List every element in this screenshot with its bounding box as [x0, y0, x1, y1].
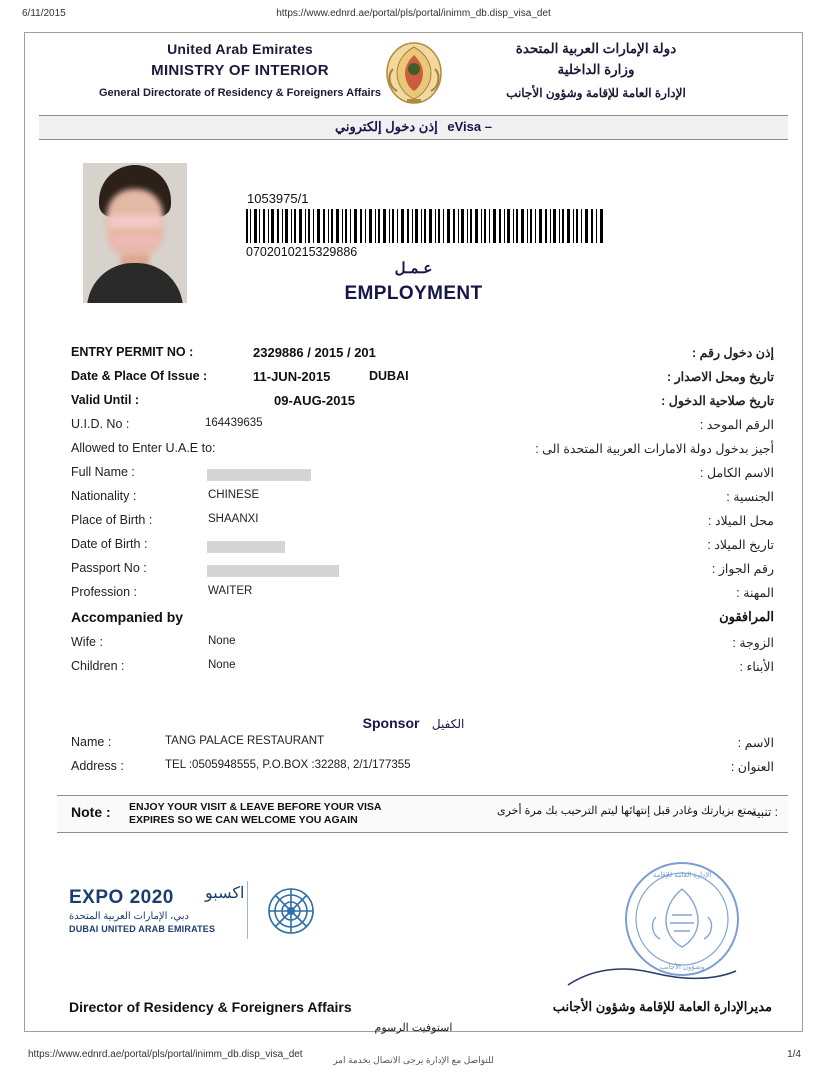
sponsor-heading: [25, 715, 802, 733]
field-row-date-place-issue: [25, 369, 802, 393]
barcode-number: 0702010215329886: [246, 245, 358, 259]
label-uid-no: U.I.D. No :: [71, 417, 130, 431]
header-english: [85, 41, 395, 99]
value-sponsor-address: TEL :0505948555, P.O.BOX :32288, 2/1/177355: [165, 759, 411, 771]
print-footer: [0, 1049, 827, 1065]
header-arabic: [436, 41, 756, 100]
contact-note: للتواصل مع الإدارة يرجى الاتصال بخدمة امر: [333, 1055, 494, 1065]
expo-divider: [247, 881, 248, 939]
value-nationality: CHINESE: [208, 489, 260, 501]
label-date-of-birth: Date of Birth :: [71, 537, 148, 551]
visa-details: [25, 345, 802, 683]
photo-redaction-1: [109, 215, 161, 228]
directorate-name-en: General Directorate of Residency & Foreigners Affairs: [98, 87, 381, 99]
field-row-children: [25, 659, 802, 683]
note-text-en-line1: ENJOY YOUR VISIT & LEAVE BEFORE YOUR VISA: [129, 801, 382, 813]
note-label-ar: تنبيه :: [750, 805, 778, 819]
barcode-icon: [244, 209, 606, 243]
label-ar-entry-permit-no: إذن دخول رقم :: [692, 346, 774, 360]
redacted-date-of-birth: [207, 541, 285, 553]
value-profession: WAITER: [208, 585, 253, 597]
label-children: Children :: [71, 659, 125, 673]
handwritten-signature: [562, 963, 742, 993]
official-round-stamp: [622, 859, 742, 979]
sponsor-title-en: Sponsor: [362, 715, 420, 731]
field-row-passport-no: [25, 561, 802, 585]
label-entry-permit-no: ENTRY PERMIT NO :: [71, 345, 194, 359]
label-passport-no: Passport No :: [71, 561, 147, 575]
visa-purpose-en: EMPLOYMENT: [344, 283, 483, 304]
accompanied-by-title-en: Accompanied by: [71, 609, 184, 625]
note-label-en: Note :: [71, 804, 111, 820]
value-place-of-birth: SHAANXI: [208, 513, 259, 525]
value-children: None: [208, 659, 236, 671]
value-place-of-issue: DUBAI: [369, 369, 409, 383]
sponsor-details: [25, 735, 802, 783]
label-ar-sponsor-address: العنوان :: [730, 760, 774, 774]
expo-title-en: EXPO 2020: [69, 887, 174, 908]
label-ar-valid-until: تاريخ صلاحية الدخول :: [661, 394, 774, 408]
permit-serial: 1053975/1: [247, 191, 309, 206]
field-row-valid-until: [25, 393, 802, 417]
expo-2020-logo: [69, 881, 319, 941]
expo-subtitle-en: DUBAI UNITED ARAB EMIRATES: [69, 924, 216, 934]
field-row-nationality: [25, 489, 802, 513]
field-row-full-name: [25, 465, 802, 489]
redacted-passport-no: [207, 565, 339, 577]
note-text-en: [129, 801, 381, 827]
print-date: 6/11/2015: [22, 8, 66, 19]
label-valid-until: Valid Until :: [71, 393, 140, 407]
evisa-label-en: eVisa –: [447, 119, 492, 134]
sponsor-title-ar: الكفيل: [431, 717, 465, 731]
label-ar-date-place-issue: تاريخ ومحل الاصدار :: [666, 370, 774, 384]
visa-purpose-ar: عـمـل: [394, 260, 433, 277]
ministry-name-ar: وزارة الداخلية: [557, 62, 635, 77]
label-profession: Profession :: [71, 585, 138, 599]
label-ar-passport-no: رقم الجواز :: [711, 562, 774, 576]
svg-text:وشؤون الأجانب: وشؤون الأجانب: [659, 964, 705, 971]
label-date-place-issue: Date & Place Of Issue :: [71, 369, 208, 383]
label-ar-nationality: الجنسية :: [726, 490, 774, 504]
expo-title-ar: اكسبو: [205, 885, 245, 902]
value-entry-permit-no: 2329886 / 2015 / 201: [253, 345, 376, 360]
field-row-sponsor-address: [25, 759, 802, 783]
country-name-en: United Arab Emirates: [167, 41, 313, 57]
field-row-allowed-to-enter: [25, 441, 802, 465]
label-ar-profession: المهنة :: [736, 586, 774, 600]
label-nationality: Nationality :: [71, 489, 137, 503]
print-header-url: https://www.ednrd.ae/portal/pls/portal/inimm_db.disp_visa_det: [276, 8, 551, 19]
note-text-ar: تمتع بزيارتك وغادر قبل إنتهائها ليتم الترحيب بك مرة أخرى: [497, 805, 756, 817]
label-wife: Wife :: [71, 635, 103, 649]
applicant-photo: [83, 163, 187, 303]
value-valid-until: 09-AUG-2015: [274, 393, 355, 408]
field-row-wife: [25, 635, 802, 659]
country-name-ar: دولة الإمارات العربية المتحدة: [515, 41, 677, 56]
field-row-sponsor-name: [25, 735, 802, 759]
field-row-profession: [25, 585, 802, 609]
value-sponsor-name: TANG PALACE RESTAURANT: [165, 735, 325, 747]
evisa-label-ar: إذن دخول إلكتروني: [335, 119, 438, 134]
field-row-uid-no: [25, 417, 802, 441]
label-ar-children: الأبناء :: [739, 660, 774, 674]
accompanied-by-heading: [25, 609, 802, 635]
document-header: [25, 33, 802, 113]
svg-text:الإدارة العامة للإقامة: الإدارة العامة للإقامة: [652, 872, 712, 879]
label-ar-sponsor-name: الاسم :: [737, 736, 774, 750]
photo-redaction-2: [113, 235, 157, 247]
field-row-entry-permit-no: [25, 345, 802, 369]
label-ar-uid-no: الرقم الموحد :: [699, 418, 774, 432]
label-ar-place-of-birth: محل الميلاد :: [708, 514, 774, 528]
evisa-banner: [39, 115, 788, 140]
label-ar-allowed-to-enter: أجيز بدخول دولة الامارات العربية المتحدة الى :: [535, 442, 774, 456]
director-title-ar: مديرالإدارة العامة للإقامة وشؤون الأجانب: [552, 999, 772, 1014]
label-ar-date-of-birth: تاريخ الميلاد :: [707, 538, 774, 552]
label-ar-wife: الزوجة :: [732, 636, 774, 650]
field-row-date-of-birth: [25, 537, 802, 561]
label-full-name: Full Name :: [71, 465, 135, 479]
ministry-name-en: MINISTRY OF INTERIOR: [151, 62, 329, 79]
director-line: [25, 999, 802, 1019]
evisa-banner-text: [335, 119, 492, 135]
expo-emblem-icon: [265, 885, 317, 942]
print-page-number: 1/4: [787, 1049, 801, 1060]
field-row-place-of-birth: [25, 513, 802, 537]
value-uid-no: 164439635: [205, 417, 263, 429]
label-allowed-to-enter: Allowed to Enter U.A.E to:: [71, 441, 216, 455]
label-sponsor-address: Address :: [71, 759, 124, 773]
value-date-of-issue: 11-JUN-2015: [253, 369, 331, 384]
print-header: [0, 8, 827, 26]
note-banner: [57, 795, 788, 833]
director-title-en: Director of Residency & Foreigners Affairs: [69, 999, 352, 1015]
label-ar-full-name: الاسم الكامل :: [700, 466, 774, 480]
label-sponsor-name: Name :: [71, 735, 112, 749]
expo-subtitle-ar: دبي، الإمارات العربية المتحدة: [69, 911, 189, 922]
directorate-name-ar: الإدارة العامة للإقامة وشؤون الأجانب: [506, 86, 686, 100]
redacted-full-name: [207, 469, 311, 481]
print-footer-url: https://www.ednrd.ae/portal/pls/portal/inimm_db.disp_visa_det: [28, 1049, 303, 1060]
value-wife: None: [208, 635, 236, 647]
accompanied-by-title-ar: المرافقون: [719, 609, 774, 624]
label-place-of-birth: Place of Birth :: [71, 513, 153, 527]
note-text-en-line2: EXPIRES SO WE CAN WELCOME YOU AGAIN: [129, 814, 358, 826]
fees-paid-note: استوفيت الرسوم: [374, 1022, 453, 1034]
